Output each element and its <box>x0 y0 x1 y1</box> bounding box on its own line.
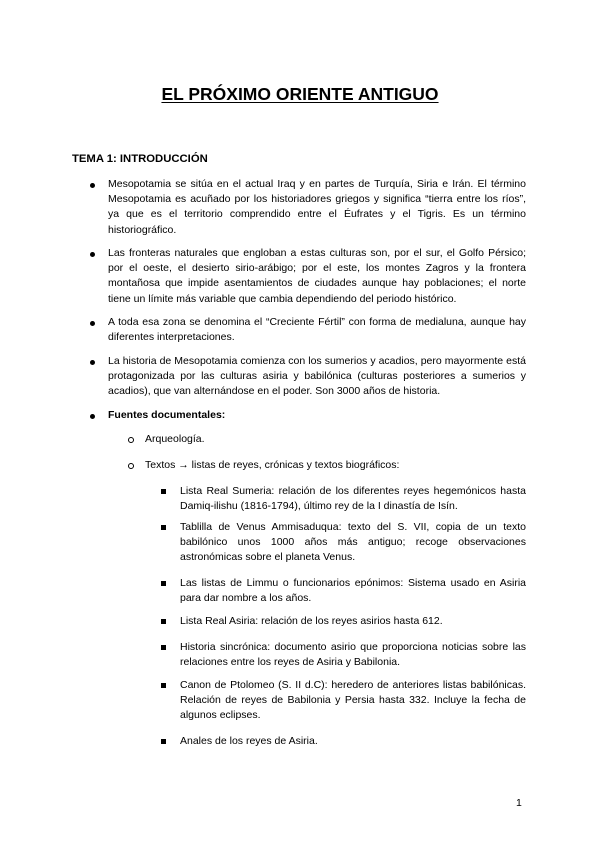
sub-bullet-item: Textos → listas de reyes, crónicas y textos biográficos: <box>145 458 399 473</box>
bullet-item-sources-heading: Fuentes documentales: <box>108 408 526 423</box>
source-list-item: Anales de los reyes de Asiria. <box>180 734 526 749</box>
source-list-item: Canon de Ptolomeo (S. II d.C): heredero de anteriores listas babilónicas. Relación de reyes de Babilonia y Persia hasta 332. Incluye la fecha de algunos eclipses. <box>180 678 526 724</box>
section-heading: TEMA 1: INTRODUCCIÓN <box>72 153 208 165</box>
document-title: EL PRÓXIMO ORIENTE ANTIGUO <box>161 84 439 104</box>
source-list-item: Las listas de Limmu o funcionarios epónimos: Sistema usado en Asiria para dar nombre a los años. <box>180 576 526 606</box>
bullet-item: Mesopotamia se sitúa en el actual Iraq y en partes de Turquía, Siria e Irán. El término Mesopotamia es acuñado por los historiadores griegos y significa “tierra entre los ríos”, ya que es el territorio comprendido entre el Éufrates y el Tigris. Es un término historiográfico. <box>108 177 526 238</box>
source-list-item: Tablilla de Venus Ammisaduqua: texto del S. VII, copia de un texto babilónico unos 1000 años más antiguo; recoge observaciones astronómicas sobre el planeta Venus. <box>180 520 526 566</box>
source-list-item: Historia sincrónica: documento asirio que proporciona noticias sobre las relaciones entre los reyes de Asiria y Babilonia. <box>180 640 526 670</box>
source-list-item: Lista Real Asiria: relación de los reyes asirios hasta 612. <box>180 614 526 629</box>
bullet-item: La historia de Mesopotamia comienza con los sumerios y acadios, pero mayormente está protagonizada por las culturas asiria y babilónica (culturas posteriores a sumerios y acadios), que van alternándose en el poder. Son 3000 años de historia. <box>108 354 526 400</box>
bullet-item: Las fronteras naturales que engloban a estas culturas son, por el sur, el Golfo Pérsico; por el oeste, el desierto sirio-arábigo; por el este, los montes Zagros y la frontera montañosa que impide asentamientos de ciudades aunque hay poblaciones; el norte tiene un límite más variable que cambia dependiendo del periodo histórico. <box>108 246 526 307</box>
sub-bullet-item: Arqueología. <box>145 432 205 447</box>
source-list-item: Lista Real Sumeria: relación de los diferentes reyes hegemónicos hasta Damiq-ilishu (1816-1794), último rey de la I dinastía de Isín. <box>180 484 526 514</box>
bullet-item: A toda esa zona se denomina el “Creciente Fértil” con forma de medialuna, aunque hay diferentes interpretaciones. <box>108 315 526 345</box>
page-number: 1 <box>516 797 522 809</box>
